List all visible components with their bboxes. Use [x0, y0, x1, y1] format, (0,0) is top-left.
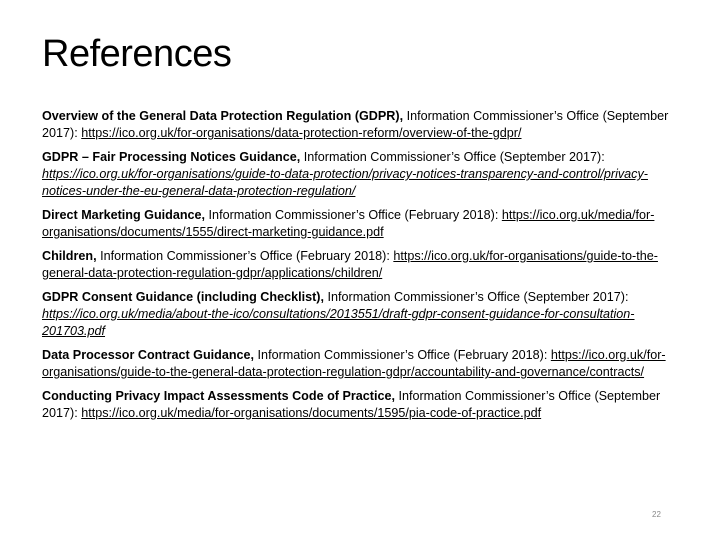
reference-title: Data Processor Contract Guidance,	[42, 348, 255, 362]
reference-item	[42, 149, 682, 200]
reference-title: Overview of the General Data Protection Regulation (GDPR),	[42, 109, 404, 123]
page-number: 22	[652, 510, 661, 519]
reference-source: Information Commissioner’s Office (September 2017):	[324, 290, 629, 304]
reference-list	[42, 108, 682, 429]
reference-link[interactable]: https://ico.org.uk/media/for-organisations/documents/1555/direct-marketing-guidance.pdf	[42, 208, 655, 239]
reference-item	[42, 388, 682, 422]
slide-title: References	[42, 33, 232, 75]
reference-title: GDPR – Fair Processing Notices Guidance,	[42, 150, 301, 164]
reference-item	[42, 108, 682, 142]
reference-link[interactable]: https://ico.org.uk/for-organisations/guide-to-the-general-data-protection-regulation-gdpr/accountability-and-governance/contracts/	[42, 348, 666, 379]
reference-item	[42, 207, 682, 241]
reference-source: Information Commissioner’s Office (September 2017):	[42, 389, 661, 420]
reference-title: GDPR Consent Guidance (including Checklist),	[42, 290, 324, 304]
reference-item	[42, 347, 682, 381]
reference-link[interactable]: https://ico.org.uk/media/for-organisations/documents/1595/pia-code-of-practice.pdf	[81, 406, 542, 420]
reference-source: Information Commissioner’s Office (September 2017):	[42, 109, 669, 140]
reference-title: Children,	[42, 249, 97, 263]
reference-link[interactable]: https://ico.org.uk/for-organisations/data-protection-reform/overview-of-the-gdpr/	[81, 126, 522, 140]
reference-source: Information Commissioner’s Office (February 2018):	[254, 348, 551, 362]
reference-link[interactable]: https://ico.org.uk/media/about-the-ico/consultations/2013551/draft-gdpr-consent-guidance-for-consultation-201703.pdf	[42, 307, 635, 338]
reference-title: Direct Marketing Guidance,	[42, 208, 206, 222]
reference-link[interactable]: https://ico.org.uk/for-organisations/guide-to-data-protection/privacy-notices-transparency-and-control/privacy-notices-under-the-eu-general-data-protection-regulation/	[42, 167, 648, 198]
reference-link[interactable]: https://ico.org.uk/for-organisations/guide-to-the-general-data-protection-regulation-gdpr/applications/children/	[42, 249, 658, 280]
reference-item	[42, 289, 682, 340]
reference-source: Information Commissioner’s Office (February 2018):	[205, 208, 502, 222]
reference-source: Information Commissioner’s Office (September 2017):	[300, 150, 605, 164]
reference-source: Information Commissioner’s Office (February 2018):	[96, 249, 394, 263]
reference-title: Conducting Privacy Impact Assessments Code of Practice,	[42, 389, 395, 403]
reference-item	[42, 248, 682, 282]
